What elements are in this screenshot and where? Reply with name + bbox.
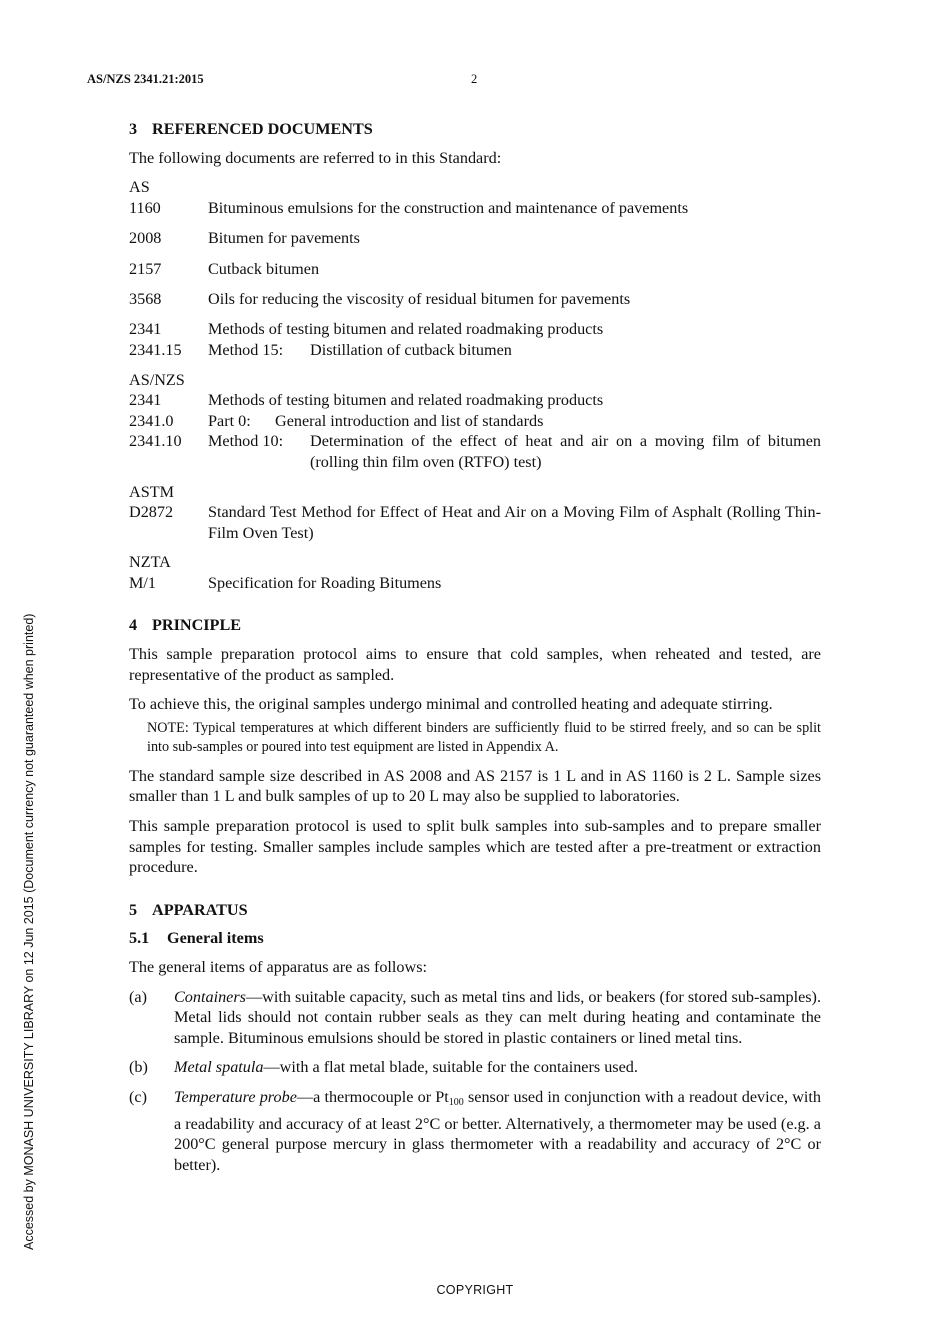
ref-title: General introduction and list of standards [275, 411, 544, 430]
ref-code: M/1 [129, 573, 156, 592]
ref-group-nzta [129, 552, 821, 593]
ref-entry [129, 431, 821, 472]
subsection-5-1-heading [129, 928, 821, 949]
list-item [129, 1087, 821, 1175]
item-text: —a thermocouple or Pt [296, 1087, 449, 1106]
ref-group-label: ASTM [129, 482, 174, 501]
ref-code: 2341.0 [129, 411, 174, 430]
ref-entry [129, 390, 821, 411]
ref-group-asnzs [129, 370, 821, 473]
section-4-heading [129, 615, 821, 636]
section-3-heading [129, 119, 821, 140]
ref-title: Methods of testing bitumen and related roadmaking products [208, 320, 604, 339]
page-number: 2 [471, 72, 478, 86]
ref-group-label: AS/NZS [129, 370, 185, 389]
item-body [174, 1087, 821, 1175]
section-3-intro: The following documents are referred to in this Standard: [129, 148, 502, 167]
ref-entry [129, 319, 821, 340]
paragraph: The standard sample size described in AS 2008 and AS 2157 is 1 L and in AS 1160 is 2 L. Sample sizes smaller than 1 L and bulk samples of up to 20 L may also be supplied to laboratories. [129, 766, 821, 806]
apparatus-list [129, 987, 821, 1176]
ref-title: Methods of testing bitumen and related roadmaking products [208, 391, 604, 410]
section-title: PRINCIPLE [152, 616, 242, 635]
note: NOTE: Typical temperatures at which different binders are sufficiently fluid to be stirred freely, and so can be split into sub-samples or poured into test equipment are listed in Appendix A. [147, 719, 821, 755]
ref-code: 2341 [129, 391, 162, 410]
ref-entry [129, 198, 821, 219]
ref-entry [129, 502, 821, 543]
item-marker: (c) [129, 1087, 147, 1106]
paragraph: This sample preparation protocol is used to split bulk samples into sub-samples and to prepare smaller samples for testing. Smaller samples include samples which are tested after a pre-treatment or extraction procedure. [129, 817, 821, 877]
subsection-number: 5.1 [129, 929, 150, 948]
ref-entry [129, 289, 821, 310]
item-marker: (b) [129, 1058, 148, 1077]
paragraph: To achieve this, the original samples undergo minimal and controlled heating and adequate stirring. [129, 695, 773, 714]
section-number: 4 [129, 616, 138, 635]
ref-code: 2341 [129, 320, 162, 339]
item-term: Metal spatula [174, 1058, 264, 1077]
ref-title: Determination of the effect of heat and air on a moving film of bitumen (rolling thin film oven (RTFO) test) [310, 432, 821, 471]
item-text: —with a flat metal blade, suitable for the containers used. [263, 1058, 638, 1077]
ref-entry [129, 573, 821, 594]
ref-part-label: Method 15: [208, 340, 284, 359]
copyright-footer: COPYRIGHT [436, 1283, 514, 1297]
section-5-intro: The general items of apparatus are as follows: [129, 958, 428, 976]
subsection-title: General items [167, 929, 264, 948]
item-term: Containers [174, 987, 246, 1006]
ref-code: 3568 [129, 289, 162, 308]
item-text: sensor used in conjunction with a readout device, with a readability and accuracy of at least 2°C or better. Alternatively, a thermometer may be used (e.g. a 200°C general purpose mercury in glass thermometer with a readability and accuracy of 2°C or better). [174, 1087, 821, 1174]
ref-group-label: NZTA [129, 553, 171, 572]
ref-part-label: Part 0: [208, 411, 251, 430]
ref-entry [129, 340, 821, 361]
ref-title: Bitumen for pavements [208, 229, 360, 248]
page-body [129, 119, 821, 1184]
item-body [174, 987, 821, 1049]
ref-nested [208, 431, 821, 472]
standard-id: AS/NZS 2341.21:2015 [87, 72, 204, 86]
section-number: 5 [129, 900, 138, 919]
ref-group-astm [129, 482, 821, 544]
ref-group-as [129, 177, 821, 360]
item-term: Temperature probe [174, 1087, 297, 1106]
item-marker: (a) [129, 987, 147, 1006]
section-title: APPARATUS [152, 900, 248, 919]
ref-title: Oils for reducing the viscosity of residual bitumen for pavements [208, 289, 631, 308]
ref-code: 2008 [129, 229, 162, 248]
ref-title: Standard Test Method for Effect of Heat and Air on a Moving Film of Asphalt (Rolling Thin-Film Oven Test) [208, 503, 821, 542]
item-text: —with suitable capacity, such as metal tins and lids, or beakers (for stored sub-samples). Metal lids should not contain rubber seals as they can melt during heating and contaminate the sample. Bituminous emulsions should be stored in plastic containers or lined metal tins. [174, 987, 821, 1047]
ref-code: 2341.10 [129, 432, 182, 451]
section-5-heading [129, 900, 821, 921]
item-body [174, 1057, 821, 1078]
paragraph: This sample preparation protocol aims to ensure that cold samples, when reheated and tested, are representative of the product as sampled. [129, 645, 821, 684]
ref-entry [129, 228, 821, 249]
ref-entry [129, 411, 821, 432]
ref-title: Bituminous emulsions for the construction and maintenance of pavements [208, 198, 689, 217]
list-item [129, 987, 821, 1049]
subscript: 100 [448, 1096, 464, 1108]
ref-nested [208, 411, 821, 432]
ref-code: 1160 [129, 198, 161, 217]
ref-code: 2341.15 [129, 340, 182, 359]
ref-title: Specification for Roading Bitumens [208, 573, 442, 592]
ref-title: Distillation of cutback bitumen [310, 340, 512, 359]
ref-part-label: Method 10: [208, 432, 284, 451]
ref-group-label: AS [129, 178, 150, 197]
ref-title: Cutback bitumen [208, 259, 320, 278]
list-item [129, 1057, 821, 1078]
ref-code: 2157 [129, 259, 162, 278]
ref-code: D2872 [129, 503, 174, 522]
section-number: 3 [129, 120, 138, 138]
access-watermark: Accessed by MONASH UNIVERSITY LIBRARY on 12 Jun 2015 (Document currency not guaranteed when printed) [22, 613, 36, 1250]
ref-nested [208, 340, 821, 361]
ref-entry [129, 259, 821, 280]
page-header [87, 72, 867, 92]
section-title: REFERENCED DOCUMENTS [152, 120, 373, 138]
